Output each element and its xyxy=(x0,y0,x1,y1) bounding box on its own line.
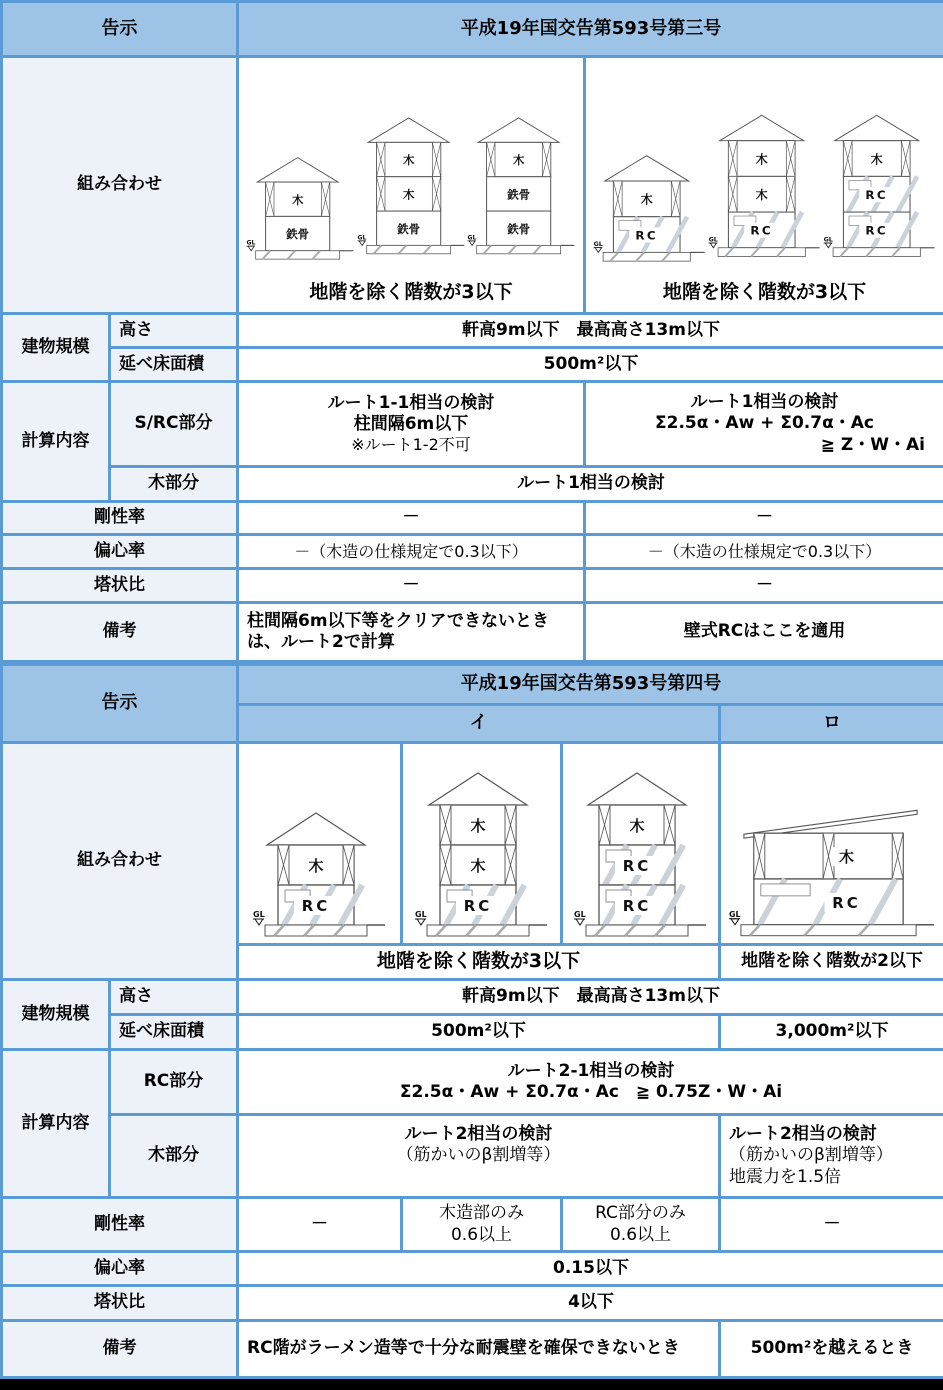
eccentricity-left: －（木造の仕様規定で0.3以下） xyxy=(238,535,585,569)
combination-label: 組み合わせ xyxy=(2,57,238,314)
area-label: 延べ床面積 xyxy=(110,348,238,382)
svg-text:RC: RC xyxy=(865,188,888,202)
svg-text:鉄骨: 鉄骨 xyxy=(396,222,420,236)
svg-text:木: 木 xyxy=(756,188,768,202)
bottom-black-bar xyxy=(0,1379,943,1390)
scale-label: 建物規模 xyxy=(2,980,110,1050)
table-notice-3 xyxy=(0,0,943,663)
svg-text:鉄骨: 鉄骨 xyxy=(507,222,531,236)
building-diagram xyxy=(567,762,714,942)
rc-part-value: ルート2-1相当の検討 Σ2.5α・Aw + Σ0.7α・Ac ≧ 0.75Z・W・Ai xyxy=(238,1050,943,1115)
rigidity-left: － xyxy=(238,502,585,535)
svg-text:木: 木 xyxy=(403,188,415,202)
combination-cell-1 xyxy=(238,743,402,945)
tower-ratio-label: 塔状比 xyxy=(2,569,238,603)
tower-ratio-value: 4以下 xyxy=(238,1286,943,1321)
svg-text:GL: GL xyxy=(415,910,427,919)
svg-text:RC: RC xyxy=(302,897,331,915)
svg-text:GL: GL xyxy=(247,240,256,247)
eccentricity-label: 偏心率 xyxy=(2,1252,238,1286)
building-diagram xyxy=(725,796,939,942)
svg-text:RC: RC xyxy=(635,229,658,243)
svg-text:木: 木 xyxy=(756,153,768,167)
svg-text:GL: GL xyxy=(824,237,833,244)
svg-text:木: 木 xyxy=(629,817,644,835)
svg-text:GL: GL xyxy=(253,910,265,919)
calc-label: 計算内容 xyxy=(2,382,110,502)
height-label: 高さ xyxy=(110,980,238,1015)
building-diagrams-steel xyxy=(243,86,579,281)
rigidity-label: 剛性率 xyxy=(2,1198,238,1252)
eccentricity-right: －（木造の仕様規定で0.3以下） xyxy=(585,535,943,569)
svg-text:RC: RC xyxy=(623,897,652,915)
diagram-caption-ro: 地階を除く階数が2以下 xyxy=(720,945,943,980)
src-label: S/RC部分 xyxy=(110,382,238,467)
notice-value: 平成19年国交告第593号第三号 xyxy=(238,2,943,57)
svg-text:RC: RC xyxy=(464,897,493,915)
height-value: 軒高9m以下 最高高さ13m以下 xyxy=(238,980,943,1015)
wood-label: 木部分 xyxy=(110,1115,238,1198)
svg-text:木: 木 xyxy=(403,153,415,167)
svg-text:GL: GL xyxy=(709,237,718,244)
svg-text:RC: RC xyxy=(865,224,888,238)
rigidity-cell-3: RC部分のみ 0.6以上 xyxy=(562,1198,720,1252)
height-value: 軒高9m以下 最高高さ13m以下 xyxy=(238,314,943,348)
svg-text:木: 木 xyxy=(470,817,485,835)
remarks-left: 柱間隔6m以下等をクリアできないときは、ルート2で計算 xyxy=(238,603,585,662)
src-right-value: ルート1相当の検討 Σ2.5α・Aw + Σ0.7α・Ac ≧ Z・W・Ai xyxy=(585,382,943,467)
notice-value: 平成19年国交告第593号第四号 xyxy=(238,665,943,705)
svg-text:RC: RC xyxy=(623,857,652,875)
notice-label: 告示 xyxy=(2,2,238,57)
column-header-ro: ロ xyxy=(720,705,943,743)
svg-text:RC: RC xyxy=(832,894,860,912)
rigidity-cell-4: － xyxy=(720,1198,943,1252)
area-value: 500m²以下 xyxy=(238,348,943,382)
wood-label: 木部分 xyxy=(110,467,238,502)
remarks-label: 備考 xyxy=(2,603,238,662)
svg-text:木: 木 xyxy=(292,193,304,207)
wood-value-i: ルート2相当の検討 （筋かいのβ割増等） xyxy=(238,1115,720,1198)
table-notice-4 xyxy=(0,663,943,1379)
svg-text:RC: RC xyxy=(750,224,773,238)
rigidity-cell-2: 木造部のみ 0.6以上 xyxy=(402,1198,562,1252)
building-diagram xyxy=(407,762,556,942)
combination-rc-cell xyxy=(585,57,943,314)
area-value-i: 500m²以下 xyxy=(238,1015,720,1050)
eccentricity-value: 0.15以下 xyxy=(238,1252,943,1286)
svg-text:GL: GL xyxy=(357,235,366,242)
building-diagram xyxy=(243,802,396,942)
svg-text:木: 木 xyxy=(513,153,525,167)
remarks-label: 備考 xyxy=(2,1321,238,1378)
notice-label: 告示 xyxy=(2,665,238,743)
rigidity-right: － xyxy=(585,502,943,535)
eccentricity-label: 偏心率 xyxy=(2,535,238,569)
rigidity-cell-1: － xyxy=(238,1198,402,1252)
combination-label: 組み合わせ xyxy=(2,743,238,980)
column-header-i: イ xyxy=(238,705,720,743)
tower-ratio-label: 塔状比 xyxy=(2,1286,238,1321)
combination-cell-2 xyxy=(402,743,562,945)
area-label: 延べ床面積 xyxy=(110,1015,238,1050)
wood-value-ro: ルート2相当の検討 （筋かいのβ割増等） 地震力を1.5倍 xyxy=(720,1115,943,1198)
height-label: 高さ xyxy=(110,314,238,348)
rigidity-label: 剛性率 xyxy=(2,502,238,535)
scale-label: 建物規模 xyxy=(2,314,110,382)
combination-cell-3 xyxy=(562,743,720,945)
svg-text:木: 木 xyxy=(308,857,323,875)
calc-label: 計算内容 xyxy=(2,1050,110,1198)
wood-value: ルート1相当の検討 xyxy=(238,467,943,502)
tower-ratio-left: － xyxy=(238,569,585,603)
tower-ratio-right: － xyxy=(585,569,943,603)
svg-text:鉄骨: 鉄骨 xyxy=(285,227,309,241)
svg-text:木: 木 xyxy=(839,848,854,866)
remarks-i: RC階がラーメン造等で十分な耐震壁を確保できないとき xyxy=(238,1321,720,1378)
src-left-value: ルート1-1相当の検討 柱間隔6m以下 ※ルート1-2不可 xyxy=(238,382,585,467)
svg-text:GL: GL xyxy=(729,910,741,919)
svg-text:GL: GL xyxy=(574,910,586,919)
svg-text:木: 木 xyxy=(871,153,883,167)
diagram-caption: 地階を除く階数が3以下 xyxy=(243,281,579,311)
svg-text:木: 木 xyxy=(470,857,485,875)
svg-text:鉄骨: 鉄骨 xyxy=(507,188,531,202)
diagram-caption-i: 地階を除く階数が3以下 xyxy=(238,945,720,980)
remarks-right: 壁式RCはここを適用 xyxy=(585,603,943,662)
diagram-caption: 地階を除く階数が3以下 xyxy=(590,281,939,311)
svg-text:GL: GL xyxy=(594,241,603,248)
svg-text:GL: GL xyxy=(468,235,477,242)
svg-text:木: 木 xyxy=(641,193,653,207)
combination-cell-ro xyxy=(720,743,943,945)
building-diagrams-rc xyxy=(590,86,939,281)
combination-steel-cell xyxy=(238,57,585,314)
rc-part-label: RC部分 xyxy=(110,1050,238,1115)
area-value-ro: 3,000m²以下 xyxy=(720,1015,943,1050)
remarks-ro: 500m²を越えるとき xyxy=(720,1321,943,1378)
